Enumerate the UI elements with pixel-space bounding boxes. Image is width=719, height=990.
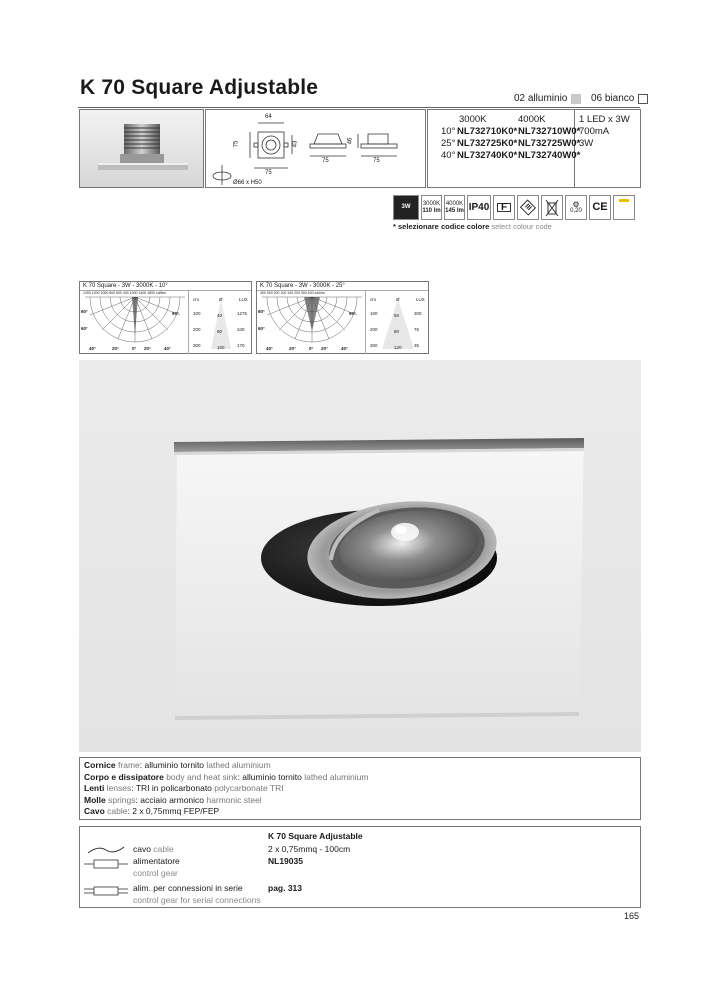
lux-10-r2-d: 60	[217, 329, 223, 334]
lux-25-r3-lux: 35	[414, 343, 420, 348]
acc-gear-it: alimentatore	[133, 856, 180, 866]
finish-white	[591, 93, 648, 104]
code-25-3000: NL732725K0*	[457, 138, 518, 149]
lux-10-r2-cm: 200	[193, 327, 201, 332]
lux-25-r3-d: 120	[394, 345, 402, 350]
material-springs-en: springs	[108, 794, 136, 805]
angle-10: 10°	[441, 126, 456, 137]
weight-value: 0,20	[570, 207, 582, 214]
lux-10-r3-d: 100	[217, 345, 225, 350]
acc-top	[80, 827, 642, 828]
control-gear-icon	[84, 857, 128, 871]
angle-label-40r: 40°	[341, 346, 348, 351]
flag-bar	[619, 199, 629, 202]
material-cable-it: Cavo	[84, 806, 105, 817]
lux-10-r1-cm: 100	[193, 311, 201, 316]
materials-box	[79, 757, 641, 820]
lux-25-r2-d: 80	[394, 329, 400, 334]
material-body-val-en: lathed aluminium	[304, 771, 369, 782]
acc-cable-value: 2 x 0,75mmq - 100cm	[268, 844, 351, 854]
lux-25-r2-cm: 200	[370, 327, 378, 332]
lum-4000-lm: 145 lm	[445, 207, 464, 214]
angle-label-90: 90°	[172, 311, 179, 316]
lum-3000-k: 3000K	[422, 200, 441, 207]
technical-drawing	[205, 109, 426, 188]
angle-label-90: 90°	[349, 311, 356, 316]
material-frame-val-en: lathed aluminium	[206, 760, 271, 770]
class3-value: III	[520, 199, 536, 215]
acc-header: K 70 Square Adjustable	[268, 831, 363, 841]
flag-icon	[613, 195, 635, 220]
lux-10-r3-cm: 300	[193, 343, 201, 348]
lux-25-r1-d: 50	[394, 313, 400, 318]
angle-label-20l: 20°	[112, 346, 119, 351]
f-mark-value: F	[497, 203, 511, 212]
dimension-drawing	[206, 110, 427, 189]
angle-label-40r: 40°	[164, 346, 171, 351]
code-table	[427, 109, 641, 188]
colour-note-it: * selezionare codice colore	[393, 222, 490, 231]
cutout-label: Ø66 x H50	[233, 180, 262, 186]
spec-current: 700mA	[579, 126, 610, 137]
lux-25-r2-lux: 76	[414, 327, 420, 332]
dim-bottom: 75	[265, 170, 272, 176]
photometric-title-25: K 70 Square - 3W - 3000K - 25°	[257, 282, 428, 291]
col-4000k: 4000K	[518, 114, 546, 125]
dim-side: 75	[233, 140, 240, 148]
serial-control-gear-icon	[84, 883, 128, 899]
photometric-box-25	[256, 281, 429, 354]
angle-25: 25°	[441, 138, 456, 149]
code-25-4000: NL732725W0*	[518, 138, 581, 149]
lux-10-r3-lux: 170	[237, 343, 245, 348]
dim-side-width: 75	[373, 158, 380, 164]
power-value: 3W	[401, 204, 411, 210]
lux-head-lux: LUX	[239, 297, 248, 302]
dim-inner: 43	[292, 140, 299, 148]
luminous-4000-icon	[444, 195, 465, 220]
material-lenses: Lenti lenses: TRI in policarbonato polycarbonate TRI	[84, 783, 284, 794]
finish-aluminium	[514, 93, 581, 104]
angle-label-0: 0°	[132, 346, 137, 351]
f-mark-icon	[493, 195, 515, 220]
ce-value: CE	[592, 201, 608, 213]
material-body-en: body and heat sink	[166, 771, 238, 782]
angle-label-60b: 60°	[81, 326, 88, 331]
material-lenses-val-en: polycarbonate TRI	[214, 783, 284, 794]
colour-note	[393, 222, 552, 231]
photometric-box-10	[79, 281, 252, 354]
weight-icon	[565, 195, 587, 220]
acc-serial-en: control gear for serial connections	[133, 895, 261, 905]
dim-top: 64	[265, 114, 272, 120]
cable-icon	[86, 843, 126, 857]
class3-icon	[517, 195, 539, 220]
angle-label-40l: 40°	[266, 346, 273, 351]
angle-label-60b: 60°	[258, 326, 265, 331]
angle-label-20l: 20°	[289, 346, 296, 351]
material-cable-val: 2 x 0,75mmq FEP/FEP	[132, 806, 220, 817]
lum-3000-lm: 110 lm	[422, 207, 441, 214]
angle-label-0: 0°	[309, 346, 314, 351]
lux-25-r3-cm: 300	[370, 343, 378, 348]
angle-label-60l: 60°	[258, 309, 265, 314]
material-lenses-en: lenses	[106, 783, 132, 794]
colour-note-en: select colour code	[491, 222, 552, 231]
thumbnail-image	[80, 110, 204, 188]
lux-head-d: Ø	[396, 297, 400, 302]
material-springs: Molle springs: acciaio armonico harmonic steel	[84, 794, 262, 805]
acc-serial-it: alim. per connessioni in serie	[133, 883, 243, 893]
white-swatch	[638, 94, 648, 104]
page-title: K 70 Square Adjustable	[80, 76, 319, 99]
acc-serial-value: pag. 313	[268, 883, 303, 893]
title-divider	[78, 107, 640, 108]
luminous-3000-icon	[421, 195, 442, 220]
bin-svg	[545, 199, 559, 217]
product-render	[79, 360, 641, 752]
weee-bin-icon	[541, 195, 563, 220]
material-springs-val-en: harmonic steel	[206, 794, 262, 805]
material-lenses-val: TRI in policarbonato	[135, 783, 212, 794]
page-number: 165	[623, 911, 639, 921]
weight-symbol: ⚙	[572, 199, 580, 209]
lux-head-cm: cm	[193, 297, 199, 302]
accessories-box	[79, 826, 641, 908]
lum-4000-k: 4000K	[445, 200, 464, 207]
aluminium-swatch	[571, 94, 581, 104]
acc-cable-label	[133, 844, 174, 856]
material-cable: Cavo cable: 2 x 0,75mmq FEP/FEP	[84, 806, 220, 817]
code-10-3000: NL732710K0*	[457, 126, 518, 137]
photometric-scale-25: 300 300 200 100 100 200 300 400 cd/klm	[260, 291, 325, 295]
col-3000k: 3000K	[459, 114, 487, 125]
angle-40: 40°	[441, 150, 456, 161]
material-frame: Cornice frame: alluminio tornito lathed aluminium	[84, 760, 271, 770]
material-body-it: Corpo e dissipatore	[84, 771, 164, 782]
lux-head-lux: LUX	[416, 297, 425, 302]
dim-front-width: 75	[322, 158, 329, 164]
polar-diagram-10	[82, 295, 188, 345]
certification-icons	[393, 195, 635, 220]
acc-gear-value: NL19035	[268, 856, 303, 866]
product-photo	[79, 360, 641, 752]
spec-power: 3W	[579, 138, 594, 149]
lux-25-r1-lux: 300	[414, 311, 422, 316]
material-lenses-it: Lenti	[84, 783, 105, 794]
finish-aluminium-label: 02 alluminio	[514, 93, 568, 104]
material-springs-it: Molle	[84, 794, 106, 805]
spec-led: 1 LED x 3W	[579, 114, 630, 125]
photometric-scale-10: 1400 1200 1000 800 600 400 1000 1400 1800 cd/klm	[83, 291, 167, 295]
lux-table-10	[188, 291, 252, 354]
lux-head-d: Ø	[219, 297, 223, 302]
angle-label-40l: 40°	[89, 346, 96, 351]
material-springs-val: acciaio armonico	[140, 794, 205, 805]
material-frame-it: Cornice	[84, 760, 116, 770]
lux-head-cm: cm	[370, 297, 376, 302]
angle-label-20r: 20°	[321, 346, 328, 351]
product-thumbnail	[79, 109, 204, 188]
material-body-val: alluminio tornito	[242, 771, 302, 782]
ip-rating-icon	[467, 195, 491, 220]
acc-cable-en: cable	[153, 844, 174, 854]
acc-gear-en: control gear	[133, 868, 178, 878]
lux-10-r1-lux: 1275	[237, 311, 248, 316]
lux-table-25	[365, 291, 429, 354]
polar-diagram-25	[259, 295, 365, 345]
code-10-4000: NL732710W0*	[518, 126, 581, 137]
ip-value: IP40	[468, 202, 490, 213]
photometric-title-10: K 70 Square - 3W - 3000K - 10°	[80, 282, 251, 291]
lux-10-r2-lux: 340	[237, 327, 245, 332]
angle-label-20r: 20°	[144, 346, 151, 351]
ce-icon	[589, 195, 611, 220]
angle-label-60l: 60°	[81, 309, 88, 314]
finish-white-label: 06 bianco	[591, 93, 635, 104]
dim-side-height: 46	[347, 137, 354, 145]
material-frame-en: frame	[118, 760, 140, 770]
acc-cable-it: cavo	[133, 844, 151, 854]
code-40-3000: NL732740K0*	[457, 150, 518, 161]
code-40-4000: NL732740W0*	[518, 150, 581, 161]
power-icon	[393, 195, 419, 220]
material-body: Corpo e dissipatore body and heat sink: alluminio tornito lathed aluminium	[84, 771, 369, 782]
material-cable-en: cable	[107, 806, 128, 817]
material-frame-val: alluminio tornito	[144, 760, 205, 770]
lux-25-r1-cm: 100	[370, 311, 378, 316]
lux-10-r1-d: 40	[217, 313, 223, 318]
